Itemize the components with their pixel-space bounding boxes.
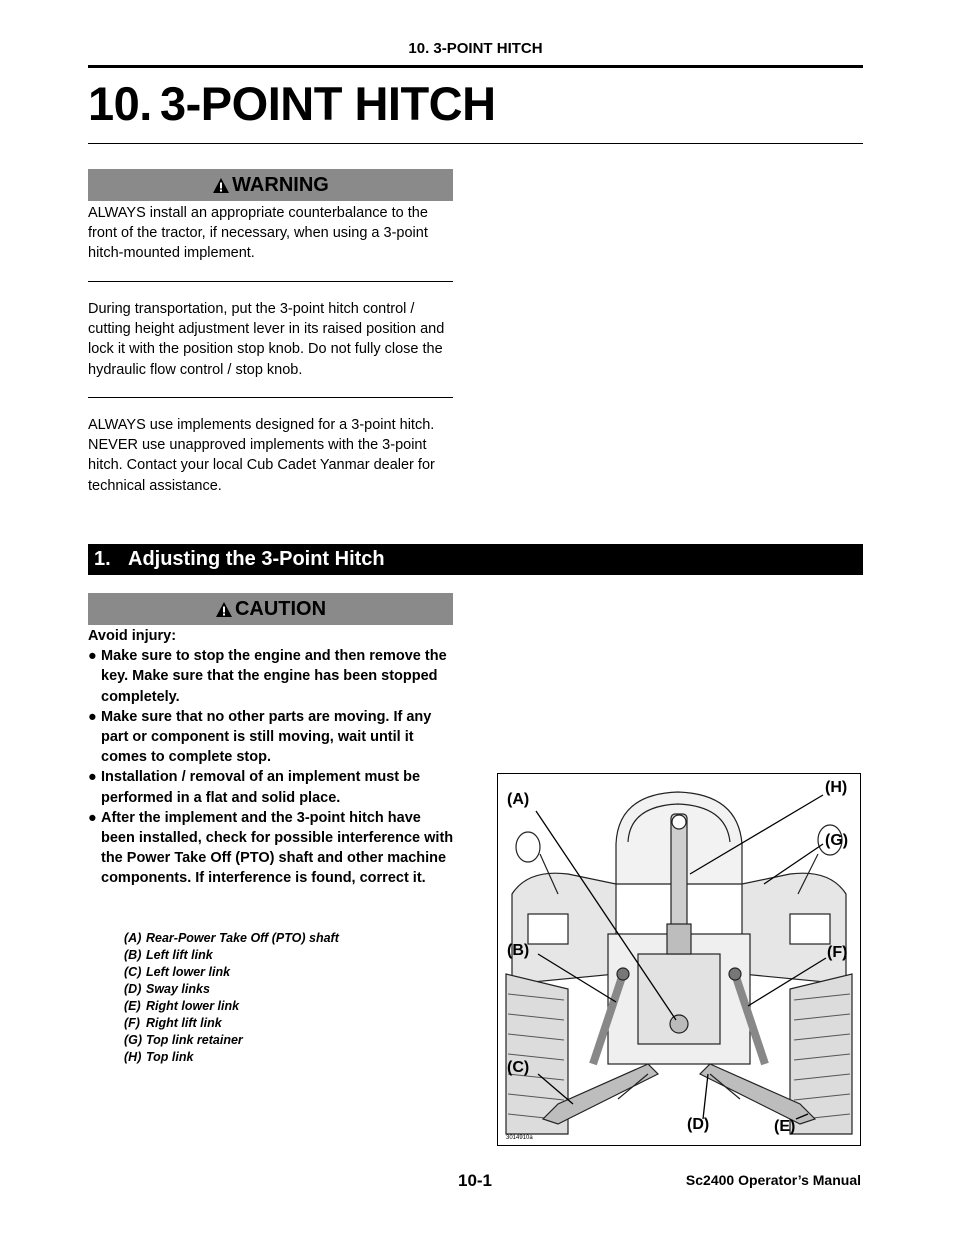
hitch-figure: [497, 773, 861, 1146]
caution-intro: Avoid injury:: [88, 628, 177, 644]
bullet-icon: ●: [88, 809, 97, 826]
legend-item: (D) Sway links: [124, 982, 210, 996]
callout-f: (F): [827, 944, 848, 961]
warning-paragraph-1: ALWAYS install an appropriate counterbalance to the front of the tractor, if necessary, when using a 3-point hitch-mounted implement.: [88, 205, 428, 262]
callout-a: (A): [507, 791, 530, 808]
legend-item: (A) Rear-Power Take Off (PTO) shaft: [124, 931, 339, 945]
legend-item: (E) Right lower link: [124, 999, 240, 1013]
warning-triangle-icon: [215, 601, 233, 618]
manual-name: Sc2400 Operator’s Manual: [685, 1172, 861, 1188]
warning-label: WARNING: [232, 174, 329, 196]
warning-separator: [88, 397, 453, 398]
warning-separator: [88, 281, 453, 282]
callout-b: (B): [507, 942, 530, 959]
warning-paragraph-2: During transportation, put the 3-point hitch control / cutting height adjustment lever in its raised position and lock it with the position stop knob. Do not fully close the hydraulic flow control / stop knob.: [88, 301, 445, 378]
chapter-title: [88, 76, 496, 132]
caution-item: ● Make sure that no other parts are moving. If any part or component is still moving, wait until it comes to complete stop.: [88, 708, 432, 766]
callout-g: (G): [825, 832, 849, 849]
caution-item: ● Make sure to stop the engine and then remove the key. Make sure that the engine has been stopped completely.: [88, 648, 447, 705]
warning-triangle-icon: [212, 177, 230, 194]
warning-bar: [88, 169, 453, 201]
bullet-icon: ●: [88, 769, 97, 786]
section-heading: [88, 544, 863, 575]
bullet-icon: ●: [88, 648, 97, 665]
header-rule: [88, 65, 863, 68]
bullet-icon: ●: [88, 708, 97, 725]
caution-body: [88, 626, 458, 889]
caution-item: ● After the implement and the 3-point hitch have been installed, check for possible interference with the Power Take Off (PTO) shaft and other machine components. If interference is found, correct it.: [88, 809, 454, 887]
legend-item: (F) Right lift link: [124, 1016, 222, 1030]
caution-bar: [88, 593, 453, 625]
figure-legend: [124, 930, 339, 1066]
legend-item: (B) Left lift link: [124, 948, 213, 962]
caution-list: [88, 646, 458, 888]
legend-item: (H) Top link: [124, 1050, 194, 1064]
callout-e: (E): [774, 1118, 796, 1135]
chapter-title-text: 3-POINT HITCH: [160, 77, 496, 130]
figure-code: 3014910a: [506, 1135, 533, 1141]
legend-item: (G) Top link retainer: [124, 1033, 243, 1047]
section-title: Adjusting the 3-Point Hitch: [128, 548, 385, 570]
page-number: 10-1: [457, 1171, 493, 1190]
section-number: 1.: [94, 548, 111, 570]
chapter-number: 10.: [88, 77, 152, 130]
callout-h: (H): [825, 779, 848, 796]
title-rule: [88, 143, 863, 144]
callout-d: (D): [687, 1116, 710, 1133]
caution-item: ● Installation / removal of an implement must be performed in a flat and solid place.: [88, 769, 421, 806]
caution-label: CAUTION: [234, 598, 327, 620]
warning-paragraph-3: ALWAYS use implements designed for a 3-point hitch. NEVER use unapproved implements with the 3-point hitch. Contact your local Cub Cadet Yanmar dealer for technical assistance.: [88, 417, 435, 494]
callout-c: (C): [507, 1059, 530, 1076]
legend-item: (C) Left lower link: [124, 965, 231, 979]
running-header: 10. 3-POINT HITCH: [408, 40, 543, 57]
tractor-rear-illustration: [498, 774, 860, 1145]
